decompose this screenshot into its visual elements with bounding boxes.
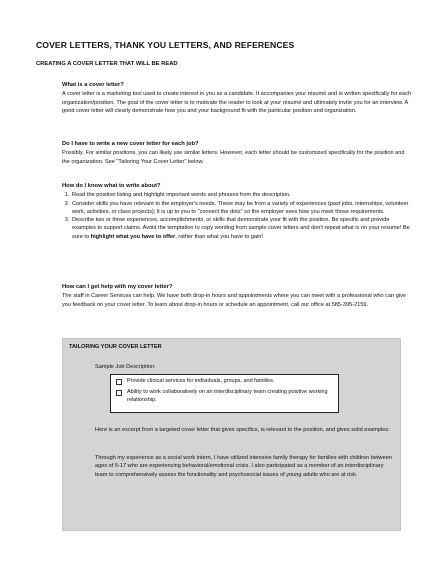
question-heading: How do I know what to write about? — [62, 183, 161, 189]
answer-paragraph: Possibly. For similar positions, you can likely use similar letters. However, each letter should be customized specifically for the position and the organization. See "Tailoring Your Cover Letter" below. — [62, 150, 405, 165]
list-item: 1. Read the position listing and highlight important words and phrases from the description. — [71, 191, 412, 199]
question-heading: Do I have to write a new cover letter for each job? — [62, 141, 199, 147]
faq-get-help — [62, 283, 412, 309]
list-item — [71, 216, 412, 241]
section-title: CREATING A COVER LETTER THAT WILL BE READ — [36, 61, 178, 67]
item-text-end: , rather than what you have to gain! — [175, 233, 263, 240]
faq-new-letter-each-job — [62, 140, 412, 166]
excerpt-intro: Here is an excerpt from a targeted cover letter that gives specifics, is relevant to the position, and gives solid examples: — [95, 427, 390, 433]
job-description-box — [110, 374, 339, 413]
faq-cover-letter-definition — [62, 81, 412, 115]
faq-what-to-write — [62, 182, 412, 241]
excerpt-body: Through my experience as a social work intern, I have utilized intensive family therapy for families with children between ages of 5-17 who are experiencing behavioral/emotional crisis. I also participated as a member of an interdisciplinary team to comprehensively assess the functionality and psychosocial issues of young adults who are at risk. — [95, 455, 392, 478]
box-heading: TAILORING YOUR COVER LETTER — [69, 344, 162, 350]
document-title: COVER LETTERS, THANK YOU LETTERS, AND REFERENCES — [36, 40, 295, 50]
checkbox-bullet-icon — [116, 390, 122, 396]
question-heading: How can I get help with my cover letter? — [62, 284, 173, 290]
answer-paragraph: A cover letter is a marketing tool used to create interest in you as a candidate. It accompanies your résumé and is written specifically for each organization/position. The goal of the cover letter is to motivate the reader to look at your résumé and ultimately invite you for an interview. A good cover letter will clearly demonstrate how you and your background fit with the particular position and organization. — [62, 91, 412, 114]
answer-paragraph: The staff in Career Services can help. We have both drop-in hours and appointments where you can meet with a professional who can give you feedback on your cover letter. To learn about drop-in hours or schedule an appointment, call our office at 585-395-2159. — [62, 293, 407, 308]
item-text: Describe two or three experiences, accomplishments, or skills that demonstrate your fit with the position. Be specific and provide examples to support claims. Avoid the temptation to copy wording from sample cover letters and don't repeat what is on your resume! Be sure to — [72, 217, 410, 240]
job-item-text: Provide clinical services for individuals, groups, and families. — [127, 378, 275, 384]
sample-job-label: Sample Job Description: — [95, 364, 156, 370]
job-item-text: Ability to work collaboratively on an interdisciplinary team creating positive working relationship. — [127, 389, 328, 403]
list-item: 2. Consider skills you have relevant to the employer's needs. These may be from a variety of experiences (past jobs, internships, volunteer work, activities, or class projects); it is up to you to "connect the dots" so the employer sees how you meet those requirements. — [71, 200, 412, 217]
tailoring-box — [62, 338, 401, 531]
advice-list — [62, 191, 412, 241]
checkbox-bullet-icon — [116, 379, 122, 385]
item-emphasis: highlight what you have to offer — [90, 233, 176, 240]
question-heading: What is a cover letter? — [62, 82, 124, 88]
